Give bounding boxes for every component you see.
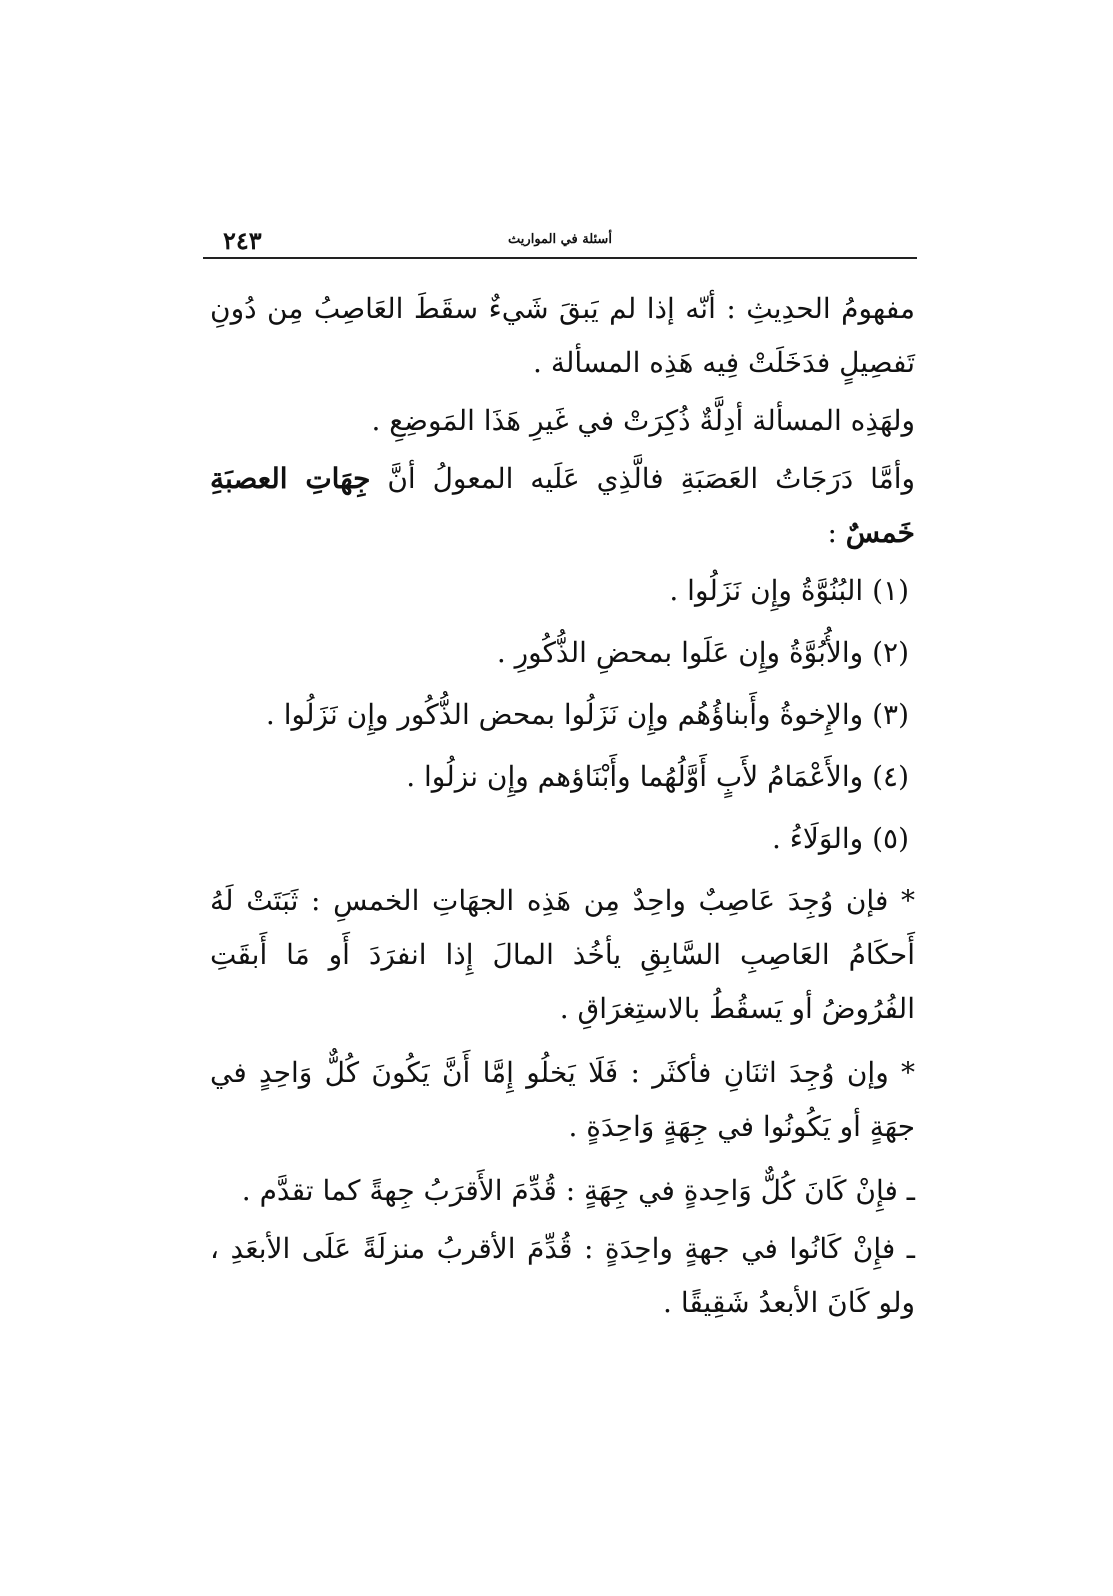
header-rule [203, 257, 917, 259]
running-header [203, 222, 917, 258]
paragraph-3-tail: : [827, 516, 846, 549]
list-item: (٣) والإِخوةُ وأَبناؤُهُم وإِن نَزَلُوا بمحض الذُّكُور وإِن نَزَلُوا . [265, 698, 909, 731]
paragraph-3-bold: جِهَاتِ العصبَةِ خَمسٌ [210, 462, 915, 549]
paragraph-1: مفهومُ الحدِيثِ : أنّه إذا لم يَبقَ شَيءٌ سقَطَ العَاصِبُ مِن دُونِ تَفصِيلٍ فدَخَلَتْ فِيه هَذِه المسألة . [210, 292, 915, 379]
body-text [210, 282, 915, 1340]
paragraph-7: ـ فإِنْ كَانُوا في جهةٍ واحِدَةٍ : قُدِّمَ الأقربُ منزلَةً عَلَى الأبعَدِ ، ولو كَانَ الأبعدُ شَقِيقًا . [210, 1232, 915, 1319]
paragraph-2: ولهَذِه المسألة أدِلَّةٌ ذُكِرَتْ في غَيرِ هَذَا المَوضِعِ . [371, 404, 915, 437]
paragraph-6: ـ فإِنْ كَانَ كُلٌّ وَاحِدةٍ في جِهَةٍ : قُدِّمَ الأَقرَبُ جِهةً كما تقدَّم . [241, 1174, 915, 1207]
list-item: (١) البُنُوَّةُ وإِن نَزَلُوا . [669, 574, 909, 607]
paragraph-4: * فإن وُجِدَ عَاصِبٌ واحِدٌ مِن هَذِه الجهَاتِ الخمسِ : ثَبَتَتْ لَهُ أَحكَامُ العَاصِبِ السَّابِقِ يأخُذ المالَ إِذا انفرَدَ أَو مَا أَبقَتِ الفُرُوضُ أو يَسقُطُ بالاستِغرَاقِ . [210, 884, 915, 1025]
list-item: (٤) والأَعْمَامُ لأَبٍ أَوَّلُهُما وأَبْنَاؤهم وإِن نزلُوا . [406, 760, 909, 793]
paragraph-3-lead: وأمَّا دَرَجَاتُ العَصَبَةِ فالَّذِي عَلَيه المعولُ أنَّ [387, 462, 915, 495]
degrees-list [210, 564, 915, 866]
list-item: (٢) والأُبُوَّةُ وإِن عَلَوا بمحضِ الذُّكُورِ . [496, 636, 909, 669]
paragraph-3 [210, 452, 915, 560]
running-title: أسئلة في المواريث [508, 232, 612, 247]
paragraph-5: * وإن وُجِدَ اثنَانِ فأكثَر : فَلَا يَخلُو إِمَّا أَنَّ يَكُونَ كُلٌّ وَاحِدٍ في جهَةٍ أو يَكُونُوا في جِهَةٍ وَاحِدَةٍ . [210, 1056, 915, 1143]
list-item: (٥) والوَلَاءُ . [771, 822, 909, 855]
page-number: ٢٤٣ [223, 226, 262, 255]
